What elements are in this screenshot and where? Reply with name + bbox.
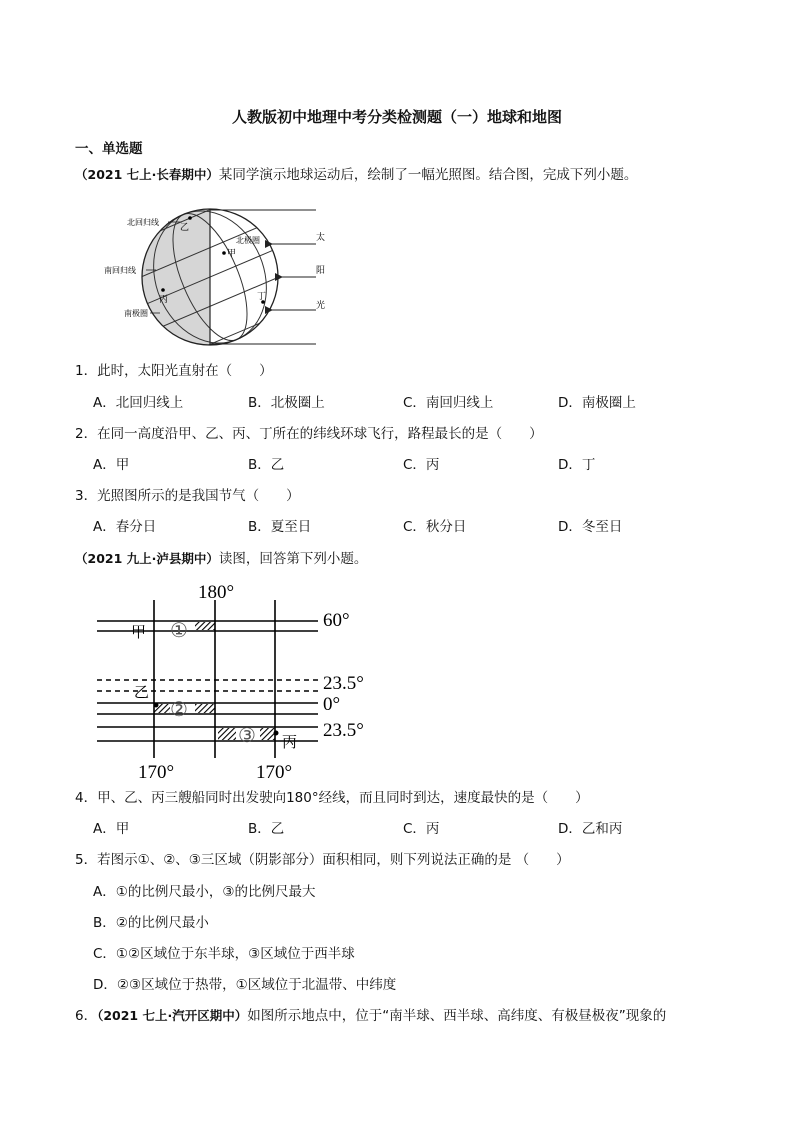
figure-grid-map [95, 576, 385, 784]
label-lat-23-5-s: 23.5° [323, 720, 364, 741]
label-yi: 乙 [134, 683, 150, 701]
label-tropic-south: 南回归线 [104, 266, 136, 275]
intro-1 [75, 166, 637, 184]
question-6-source: （2021 七上·汽开区期中） [97, 1008, 248, 1023]
page-title: 人教版初中地理中考分类检测题（一）地球和地图 [231, 108, 562, 126]
label-yi: 乙 [180, 223, 190, 233]
intro-1-text: 某同学演示地球运动后，绘制了一幅光照图。结合图，完成下列小题。 [218, 167, 638, 183]
question-5-stem: 5．若图示①、②、③三区域（阴影部分）面积相同，则下列说法正确的是 （ ） [75, 852, 570, 868]
label-zone-1: ① [170, 618, 188, 642]
option: C．①②区域位于东半球，③区域位于西半球 [93, 946, 355, 962]
intro-2-source: （2021 九上·泸县期中） [75, 551, 219, 566]
option: B．②的比例尺最小 [93, 915, 209, 931]
option: D．南极圈上 [558, 395, 636, 411]
question-6-text: 如图所示地点中，位于“南半球、西半球、高纬度、有极昼极夜”现象的 [247, 1008, 667, 1024]
question-2-options [93, 456, 733, 474]
label-lat-23-5-n: 23.5° [323, 673, 364, 694]
option: C．丙 [403, 457, 440, 473]
option: D．②③区域位于热带，①区域位于北温带、中纬度 [93, 977, 397, 993]
option: D．冬至日 [558, 519, 623, 535]
intro-1-source: （2021 七上·长春期中） [75, 167, 219, 182]
option: C．丙 [403, 821, 440, 837]
shaded-zone-1 [195, 622, 215, 630]
question-6-number: 6． [75, 1008, 98, 1024]
label-lat-0: 0° [323, 694, 341, 715]
label-sun-1: 太 [316, 233, 326, 243]
option: C．南回归线上 [403, 395, 494, 411]
label-sun-3: 光 [316, 301, 326, 311]
label-bing: 丙 [159, 295, 169, 305]
figure-light-map [100, 200, 340, 350]
option: C．秋分日 [403, 519, 467, 535]
label-170-right: 170° [256, 762, 293, 783]
label-170-left: 170° [138, 762, 175, 783]
label-ding: 丁 [257, 292, 267, 302]
shaded-zone-2 [195, 704, 215, 713]
intro-2 [75, 550, 367, 568]
question-4-options [93, 820, 733, 838]
option: B．乙 [248, 457, 285, 473]
shaded-zone-3 [218, 728, 236, 740]
question-4-stem: 4．甲、乙、丙三艘船同时出发驶向180°经线，而且同时到达，速度最快的是（ ） [75, 790, 589, 806]
label-tropic-north: 北回归线 [127, 218, 159, 227]
intro-2-text: 读图，回答第下列小题。 [218, 551, 368, 567]
label-arctic-circle: 北极圈 [236, 236, 260, 245]
question-1-stem: 1．此时，太阳光直射在（ ） [75, 363, 273, 379]
label-sun-2: 阳 [316, 266, 326, 276]
label-jia: 甲 [227, 249, 237, 259]
shaded-zone-3 [260, 728, 275, 740]
option: A．甲 [93, 821, 130, 837]
option: A．春分日 [93, 519, 157, 535]
question-3-options [93, 518, 733, 536]
label-bing: 丙 [282, 733, 298, 751]
option: A．①的比例尺最小，③的比例尺最大 [93, 884, 316, 900]
option: B．北极圈上 [248, 395, 325, 411]
option: B．夏至日 [248, 519, 312, 535]
question-1-options [93, 394, 733, 412]
option: D．乙和丙 [558, 821, 623, 837]
option: B．乙 [248, 821, 285, 837]
option: A．甲 [93, 457, 130, 473]
question-3-stem: 3．光照图所示的是我国节气（ ） [75, 488, 300, 504]
label-zone-2: ② [170, 697, 188, 721]
label-jia: 甲 [131, 623, 147, 641]
label-zone-3: ③ [238, 723, 256, 747]
question-6-stem [75, 1007, 666, 1025]
label-180: 180° [198, 582, 235, 603]
question-2-stem: 2．在同一高度沿甲、乙、丙、丁所在的纬线环球飞行，路程最长的是（ ） [75, 426, 543, 442]
night-side [142, 209, 210, 345]
label-lat-60: 60° [323, 610, 350, 631]
option: A．北回归线上 [93, 395, 184, 411]
section-heading: 一、单选题 [75, 141, 143, 157]
label-antarctic-circle: 南极圈 [124, 309, 148, 318]
option: D．丁 [558, 457, 596, 473]
